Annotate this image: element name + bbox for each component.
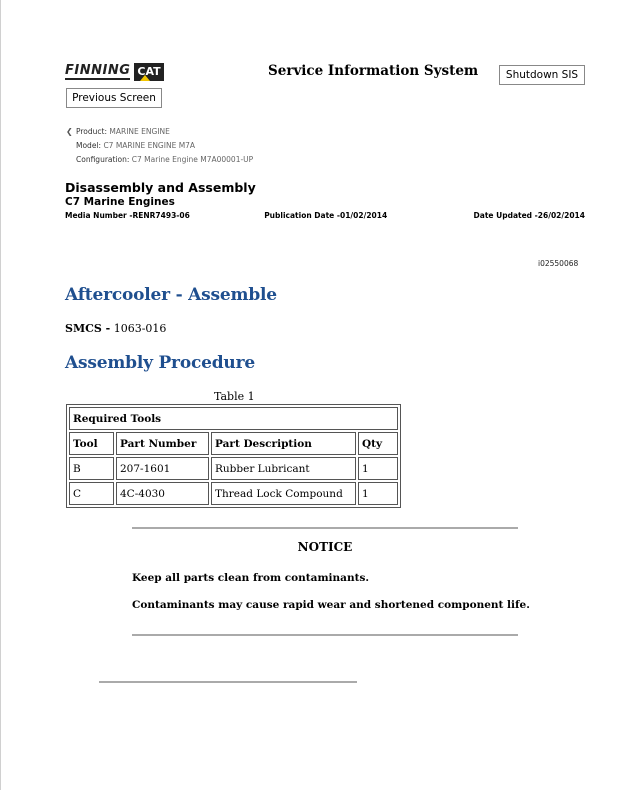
document-subheading: C7 Marine Engines <box>65 196 175 208</box>
finning-cat-logo <box>65 61 164 83</box>
page-title: Aftercooler - Assemble <box>65 285 277 305</box>
table-cell: B <box>69 457 114 480</box>
notice-title: NOTICE <box>297 540 353 554</box>
previous-screen-button[interactable]: Previous Screen <box>66 88 162 108</box>
table-cell: 4C-4030 <box>116 482 209 505</box>
logo-word: FINNING <box>65 63 131 78</box>
table-cell: 207-1601 <box>116 457 209 480</box>
document-meta <box>65 211 585 220</box>
table-row <box>69 457 398 480</box>
table-cell: 1 <box>358 482 398 505</box>
column-header: Part Number <box>116 432 209 455</box>
product-value: MARINE ENGINE <box>109 127 170 136</box>
end-divider <box>99 681 357 683</box>
column-header: Tool <box>69 432 114 455</box>
table-cell: 1 <box>358 457 398 480</box>
table-caption: Table 1 <box>214 390 255 403</box>
column-header: Part Description <box>211 432 356 455</box>
breadcrumb <box>66 125 253 167</box>
section-title: Assembly Procedure <box>65 353 255 373</box>
date-updated: Date Updated -26/02/2014 <box>473 211 585 220</box>
notice-top-divider <box>132 527 518 529</box>
smcs-code: SMCS - 1063-016 <box>65 322 167 335</box>
breadcrumb-product: Product: MARINE ENGINE <box>76 127 170 136</box>
required-tools-table <box>66 404 401 508</box>
table-header-row <box>69 432 398 455</box>
cat-logo-icon: CAT <box>134 63 163 81</box>
table-cell: C <box>69 482 114 505</box>
breadcrumb-model: Model: C7 MARINE ENGINE M7A <box>76 141 196 150</box>
table-row <box>69 482 398 505</box>
notice-bottom-divider <box>132 634 518 636</box>
shutdown-sis-button[interactable]: Shutdown SIS <box>499 65 585 85</box>
document-header <box>65 180 585 220</box>
table-cell: Thread Lock Compound <box>211 482 356 505</box>
table-title: Required Tools <box>69 407 398 430</box>
media-number: Media Number -RENR7493-06 <box>65 211 190 220</box>
notice-text-1: Keep all parts clean from contaminants. <box>132 572 370 584</box>
table-cell: Rubber Lubricant <box>211 457 356 480</box>
breadcrumb-configuration: Configuration: C7 Marine Engine M7A00001-UP <box>76 155 254 164</box>
configuration-value: C7 Marine Engine M7A00001-UP <box>131 155 254 164</box>
publication-date: Publication Date -01/02/2014 <box>264 211 388 220</box>
system-title: Service Information System <box>268 63 479 79</box>
document-id: i02550068 <box>538 259 579 268</box>
column-header: Qty <box>358 432 398 455</box>
document-heading: Disassembly and Assembly <box>65 180 256 195</box>
model-value: C7 MARINE ENGINE M7A <box>103 141 196 150</box>
notice-text-2: Contaminants may cause rapid wear and shortened component life. <box>132 599 530 611</box>
back-arrow-icon[interactable]: ❮ <box>66 127 73 136</box>
